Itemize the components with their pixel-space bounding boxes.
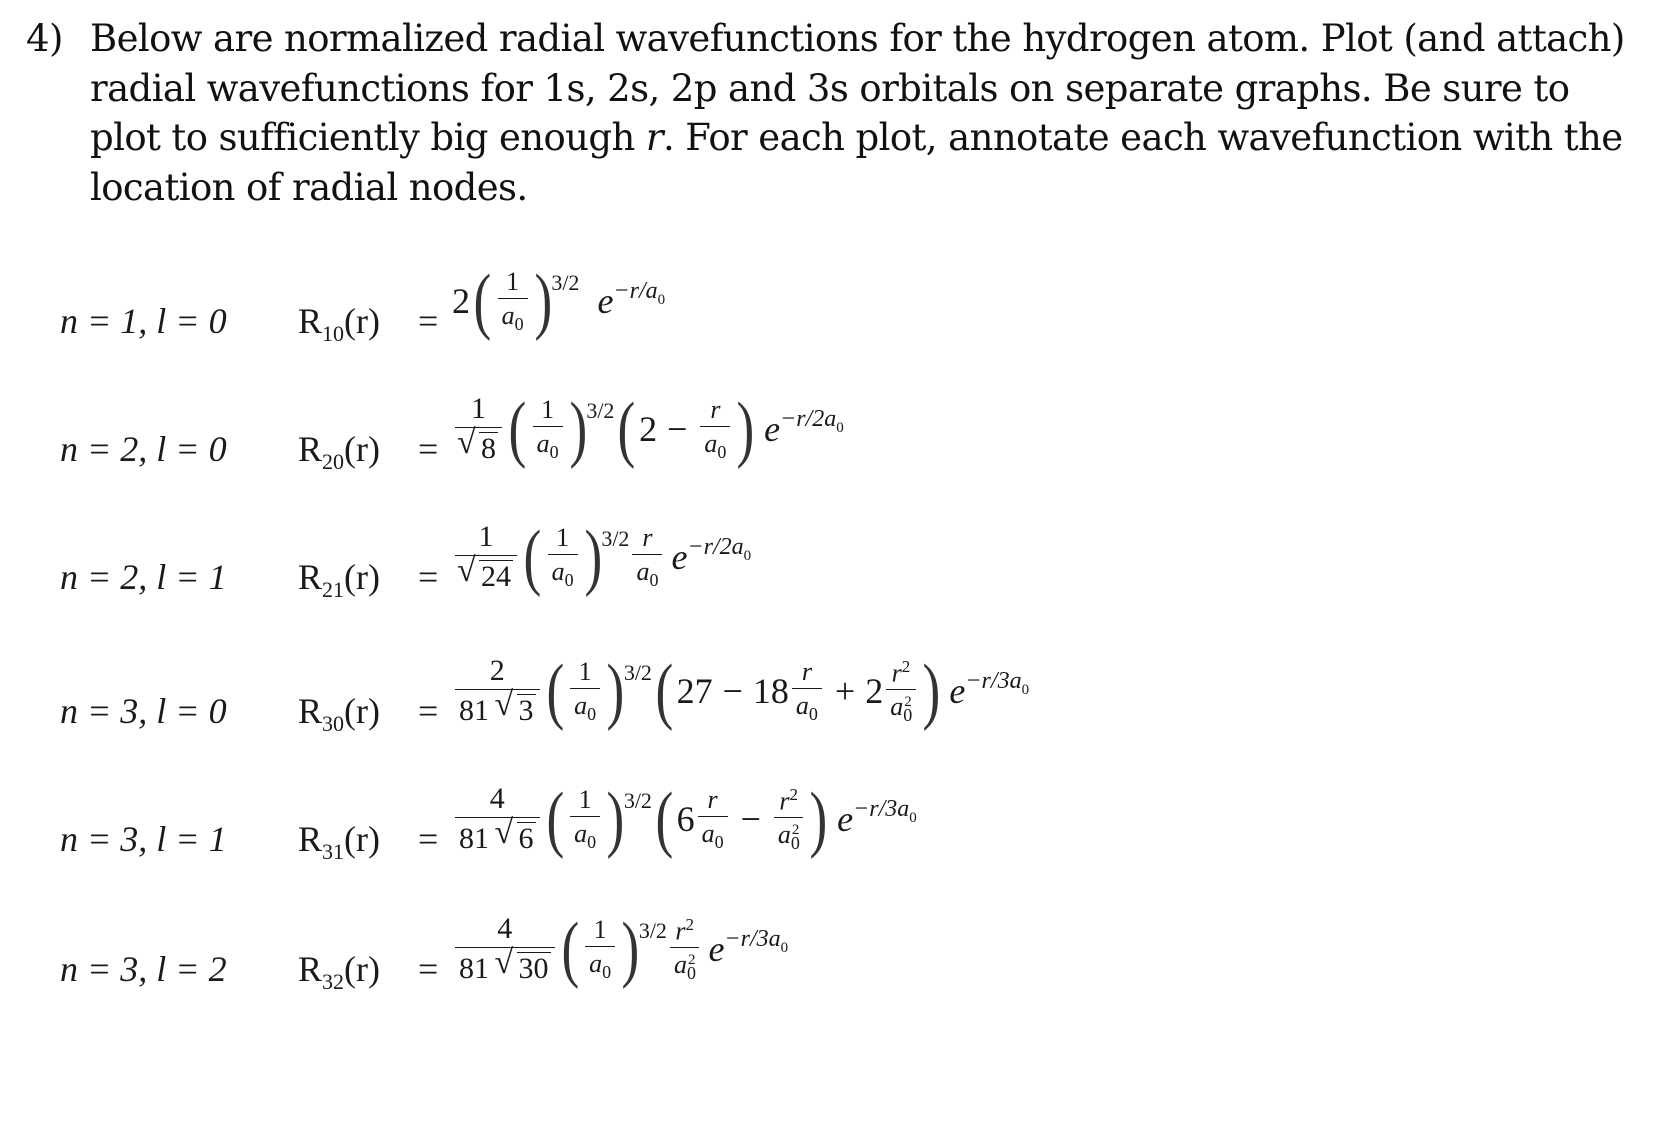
function-name: $R_{10}(r)$	[298, 301, 380, 346]
equals-sign: =	[418, 691, 439, 731]
equation-expression: $\frac{4}{81 √ 30}$ ( $\frac{1}{a_0}$ ) 3/2 $\frac{r^2}{a_0^2}$ e $-r/3a_0$	[452, 912, 788, 986]
equals-sign: =	[418, 429, 439, 469]
function-name: $R_{20}(r)$	[298, 429, 380, 474]
equation-expression: 2 ( $\frac{1}{a_0}$ ) 3/2 e $-r/a_0$	[452, 260, 666, 342]
equals-sign: =	[418, 557, 439, 597]
problem-line-3b: . For each plot, annotate each wavefunction with the	[662, 116, 1623, 159]
problem-line-4: location of radial nodes.	[90, 165, 528, 209]
function-name: $R_{30}(r)$	[298, 691, 380, 736]
equation-expression: $\frac{2}{81 √ 3}$ ( $\frac{1}{a_0}$ ) 3/2 ( 27 − 18 $\frac{r}{a_0}$ + 2 $\frac{r^2}{a_0^2}$ ) e $-r/3a_0$	[452, 654, 1029, 728]
quantum-numbers: n = 2, l = 1	[60, 557, 227, 597]
equation-expression: 1 √ 24 ( $\frac{1}{a_0}$ ) 3/2 $\frac{r}{a_0}$ e $-r/2a_0$	[452, 520, 751, 594]
quantum-numbers: n = 3, l = 0	[60, 691, 227, 731]
function-name: $R_{31}(r)$	[298, 819, 380, 864]
equals-sign: =	[418, 819, 439, 859]
problem-number: 4)	[26, 17, 63, 60]
quantum-numbers: n = 3, l = 2	[60, 949, 227, 989]
equation-r21	[0, 516, 1656, 666]
equals-sign: =	[418, 949, 439, 989]
problem-line-1: Below are normalized radial wavefunctions for the hydrogen atom. Plot (and attach)	[90, 17, 1625, 60]
equation-r31	[0, 778, 1656, 928]
quantum-numbers: n = 1, l = 0	[60, 301, 227, 341]
problem-text	[90, 14, 1630, 212]
quantum-numbers: n = 3, l = 1	[60, 819, 227, 859]
equation-r32	[0, 908, 1656, 1058]
equals-sign: =	[418, 301, 439, 341]
function-name: $R_{21}(r)$	[298, 557, 380, 602]
function-name: $R_{32}(r)$	[298, 949, 380, 994]
problem-line-3	[90, 113, 1630, 163]
problem-line-2: radial wavefunctions for 1s, 2s, 2p and 3s orbitals on separate graphs. Be sure to	[90, 66, 1570, 110]
problem-line-3-var: r	[645, 116, 663, 159]
equation-expression: $\frac{4}{81 √ 6}$ ( $\frac{1}{a_0}$ ) 3/2 ( 6 $\frac{r}{a_0}$ − $\frac{r^2}{a_0^2}$ ) e $-r/3a_0$	[452, 782, 917, 856]
problem-line-3a: plot to sufficiently big enough	[90, 116, 646, 159]
equation-r20	[0, 388, 1656, 538]
equation-expression: 1 √ 8 ( $\frac{1}{a_0}$ ) 3/2 ( 2 − $\frac{r}{a_0}$ ) e $-r/2a_0$	[452, 392, 844, 466]
quantum-numbers: n = 2, l = 0	[60, 429, 227, 469]
